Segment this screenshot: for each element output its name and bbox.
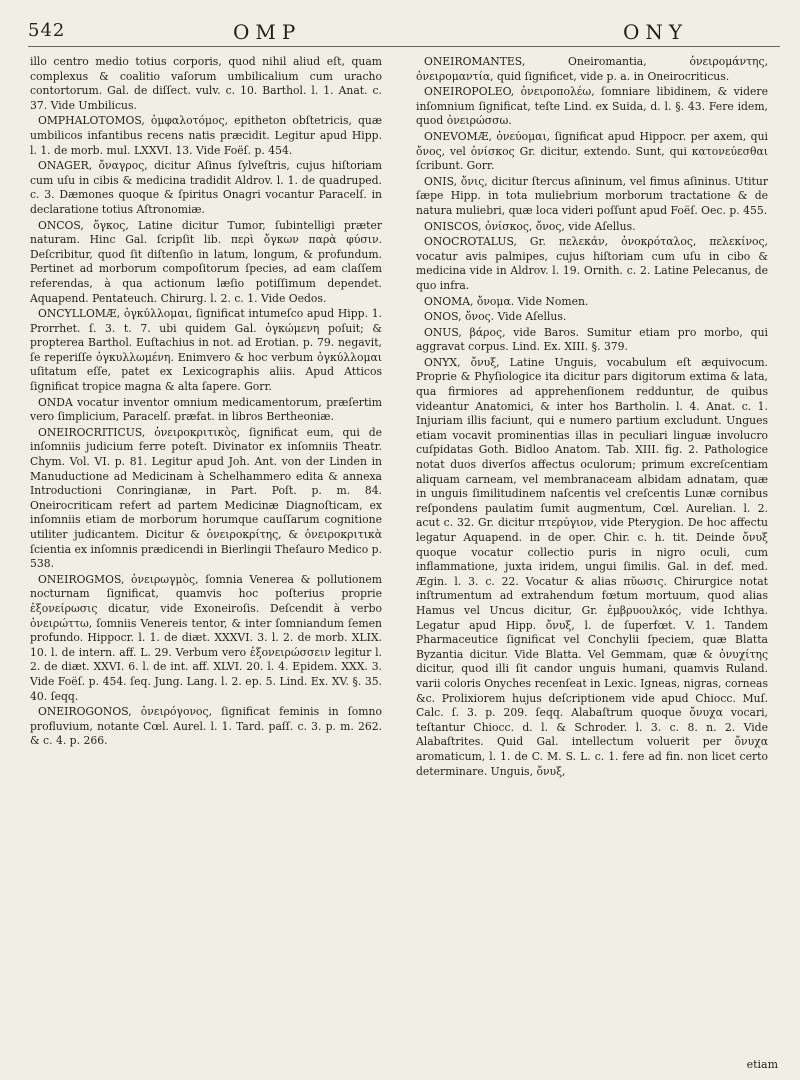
entry-oncyllomae: ONCYLLOMÆ, ὀγκύλλομαι, ſignificat intumeſco apud Hipp. 1. Prorrhet. ſ. 3. t. 7. ubi quidem Gal. ὀγκώμενη poſuit; & propterea Barthol. Euſtachius in not. ad Erotian. p. 79. negavit, ſe reperiſſe ὀγκυλλωμένη. Enimvero & hoc verbum ὀγκύλλομαι uſitatum eſſe, patet ex Lexicographis aliis. Apud Atticos ſignificat tropice magna & alta ſapere. Gorr. [30, 307, 382, 394]
running-head-right: ONY [623, 20, 689, 44]
right-column [416, 55, 768, 1070]
entry-oniscos: ONISCOS, ὀνίσκος, ὄνος, vide Aſellus. [424, 219, 636, 233]
entry-oneiropoleo: ONEIROPOLEO, ὀνειροπολέω, ſomniare libidinem, & videre inſomnium ſignificat, teſte Lind. ex Suida, d. l. §. 43. Fere idem, quod ὀνειρώσσω. [416, 85, 768, 128]
entry-onda: ONDA vocatur inventor omnium medicamentorum, præſertim vero ſimplicium, Paracelſ. præfat. in libros Bertheoniæ. [30, 395, 382, 424]
entry-onager: ONAGER, ὄναγρος, dicitur Aſinus ſylveſtris, cujus hiſtoriam cum uſu in cibis & medicina tradidit Aldrov. l. 1. de quadruped. c. 3. Dæmones quoque & ſpiritus Onagri vocantur Paracelſ. in declaratione totius Aſtronomiæ. [30, 159, 382, 216]
entry-onyx: ONYX, ὄνυξ, Latine Unguis, vocabulum eſt æquivocum. Proprie & Phyſiologice ita dicitur pars digitorum extima & lata, qua firmiores ad apprehenſionem redduntur, de quibus videantur Anatomici, & inter hos Bartholin. l. 4. Anat. c. 1. Injuriam illis faciunt, qui e numero partium excludunt. Ungues etiam vocavit prominentias illas in peculiari linguæ involucro cuſpidatas Goth. Bidloo Anatom. Tab. XIII. fig. 2. Pathologice notat duos diverſos affectus oculorum; primum excreſcentiam aliquam carneam, vel membranaceam albidam adnatam, quæ in unguis ſimilitudinem naſcentis vel creſcentis Lunæ cornibus reſpondens paulatim ſumit augmentum, Cœl. Aurelian. l. 2. acut c. 32. Gr. dicitur πτερύγιον, vide Pterygion. De hoc affectu legatur Aquapend. in de oper. Chir. c. h. tit. Deinde ὄνυξ quoque vocatur collectio puris in nigro oculi, cum inflammatione, juxta iridem, ungui ſimilis. Gal. in def. med. Ægin. l. 3. c. 22. Vocatur & alias πῦωσις. Chirurgice notat inſtrumentum ad extrahendum fœtum mortuum, quod alias Hamus vel Uncus dicitur, Gr. ἐμβρυουλκός, vide Ichthya. Legatur apud Hipp. ὄνυξ, l. de ſuperfœt. V. 1. Tandem Pharmaceutice ſignificat vel Conchylii ſpeciem, quæ Blatta Byzantia dicitur. Vide Blatta. Vel Gemmam, quæ & ὀνυχίτης dicitur, quod illi ſit candor unguis humani, quamvis Ruland. varii coloris Onyches recenſeat in Lexic. Igneas, nigras, corneas &c. Prolixiorem hujus deſcriptionem vide apud Chiocc. Muſ. Calc. ſ. 3. p. 209. ſeqq. Alabaſtrum quoque ὄνυχα vocari, teſtantur Chiocc. d. l. & Schroder. l. 3. c. 8. n. 2. Vide Alabaſtrites. Quid Gal. intellectum voluerit per ὄνυχα aromaticum, l. 1. de C. M. S. L. c. 1. fere ad fin. non licet certo determinare. Unguis, ὄνυξ, [416, 355, 768, 778]
left-column [30, 55, 382, 1070]
entry-onevomae: ONEVOMÆ, ὀνεύομαι, ſignificat apud Hippocr. per axem, qui ὄνος, vel ὀνίσκος Gr. dicitur, extendo. Sunt, qui κατονεύεσθαι ſcribunt. Gorr. [416, 129, 768, 173]
entry-omphalotomos: OMPHALOTOMOS, ὀμφαλοτόμος, epitheton obſtetricis, quæ umbilicos infantibus recens natis præcidit. Legitur apud Hipp. l. 1. de morb. mul. LXXVI. 13. Vide Foëſ. p. 454. [30, 114, 382, 157]
entry-onocrotalus: ONOCROTALUS, Gr. πελεκάν, ὀνοκρόταλος, πελεκίνος, vocatur avis palmipes, cujus hiſtoriam cum uſu in cibo & medicina vide in Aldrov. l. 19. Ornith. c. 2. Latine Pelecanus, de quo infra. [416, 235, 768, 292]
running-head-left: OMP [233, 20, 302, 44]
entry-oneirogmos: ONEIROGMOS, ὀνειρωγμὸς, ſomnia Venerea & pollutionem nocturnam ſignificat, quamvis hoc poſterius proprie ἐξονείρωσις dicatur, vide Exoneiroſis. Deſcendit à verbo ὀνειρώττω, ſomniis Venereis tentor, & inter ſomniandum ſemen profundo. Hippocr. l. 1. de diæt. XXXVI. 3. l. 2. de morb. XLIX. 10. l. de intern. aff. L. 29. Verbum vero ἐξονειρώσσειν legitur l. 2. de diæt. XXVI. 6. l. de int. aff. XLVI. 20. l. 4. Epidem. XXX. 3. Vide Foëſ. p. 454. ſeq. Jung. Lang. l. 2. ep. 5. Lind. Ex. XV. §. 35. 40. ſeqq. [30, 572, 382, 703]
page-number: 542 [28, 20, 66, 41]
entry-onis: ONIS, ὄνις, dicitur ſtercus aſininum, vel fimus aſininus. Utitur ſæpe Hipp. in tota muliebrium morborum tractatione & de natura muliebri, quæ loca videri poſſunt apud Foëſ. Oec. p. 455. [416, 174, 768, 217]
entry-onos: ONOS, ὄνος. Vide Aſellus. [424, 310, 567, 324]
entry-oneiromantes: ONEIROMANTES, Oneiromantia, ὀνειρομάντης, ὀνειρομαντία, quid ſignificet, vide p. a. in Oneirocriticus. [416, 55, 768, 83]
entry-oncos: ONCOS, ὄγκος, Latine dicitur Tumor, ſubintelligi præter naturam. Hinc Gal. ſcripſit lib. περὶ ὄγκων παρὰ φύσιν. Deſcribitur, quod ſit diſtenſio in latum, longum, & profundum. Pertinet ad morborum compoſitorum ſpecies, ad eam claſſem referendas, à qua actionum læſio potiſſimum dependet. Aquapend. Pentateuch. Chirurg. l. 2. c. 1. Vide Oedos. [30, 218, 382, 305]
header-rule [28, 46, 780, 47]
entry-onoma: ONOMA, ὄνομα. Vide Nomen. [424, 294, 589, 308]
catchword: etiam [746, 1058, 778, 1071]
entry-continuation: illo centro medio totius corporis, quod nihil aliud eſt, quam complexus & coalitio vaſorum umbilicalium cum uracho contortorum. Gal. de diſſect. vulv. c. 10. Barthol. l. 1. Anat. c. 37. Vide Umbilicus. [30, 55, 382, 112]
page-header [28, 14, 780, 46]
entry-oneirogonos: ONEIROGONOS, ὀνειρόγονος, ſignificat feminis in ſomno profluvium, notante Cœl. Aurel. l. 1. Tard. paſſ. c. 3. p. m. 262. & c. 4. p. 266. [30, 705, 382, 748]
entry-onus: ONUS, βάρος, vide Baros. Sumitur etiam pro morbo, qui aggravat corpus. Lind. Ex. XIII. §. 379. [416, 325, 768, 354]
entry-oneirocriticus: ONEIROCRITICUS, ὀνειροκριτικὸς, ſignificat eum, qui de inſomniis judicium ferre poteſt. Divinator ex inſomniis Theatr. Chym. Vol. VI. p. 81. Legitur apud Joh. Ant. von der Linden in Manuductione ad Medicinam à Schelhammero edita & annexa Introductioni Conringianæ, in Part. Poſt. p. m. 84. Oneirocriticam refert ad partem Medicinæ Diagnoſticam, ex inſomniis etiam de morborum horumque cauſſarum cognitione utiliter judicantem. Dicitur & ὀνειροκρίτης, & ὀνειροκριτικὰ ſcientia ex inſomnis prædicendi in Bierlingii Theſauro Medico p. 538. [30, 425, 382, 571]
